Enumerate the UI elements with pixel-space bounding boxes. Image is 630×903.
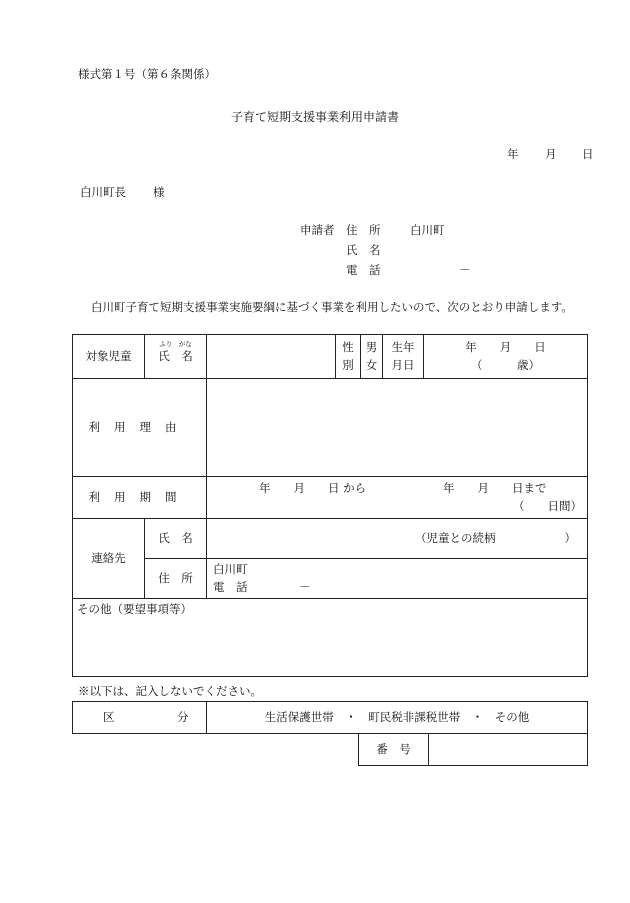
contact-name-row <box>73 519 588 559</box>
sex-options-cell[interactable] <box>361 335 383 379</box>
applicant-address-label: 住 所 <box>346 223 381 237</box>
other-label: その他（要望事項等） <box>77 602 192 616</box>
period-content <box>207 479 587 517</box>
category-options: 生活保護世帯 ・ 町民税非課税世帯 ・ その他 <box>207 702 588 734</box>
number-label: 番 号 <box>359 734 429 766</box>
application-table <box>72 334 588 677</box>
office-note: ※以下は、記入しないでください。 <box>78 684 262 698</box>
period-label: 利用期間 <box>88 489 191 504</box>
sex-label-bottom: 別 <box>342 357 354 372</box>
contact-address-row <box>73 559 588 599</box>
number-blank <box>73 734 359 766</box>
reason-input[interactable] <box>207 407 587 443</box>
addressee-honorific: 様 <box>153 185 165 199</box>
contact-phone-label: 電 話 <box>213 579 248 594</box>
period-label-cell <box>73 477 207 519</box>
other-cell[interactable] <box>73 599 588 677</box>
reason-cell[interactable] <box>207 379 588 477</box>
child-label: 対象児童 <box>73 335 145 379</box>
applicant-phone-dash: － <box>459 263 471 277</box>
sex-label-top: 性 <box>342 339 354 354</box>
child-name-label-ruby <box>158 339 193 366</box>
dob-label-bottom: 月日 <box>391 357 415 372</box>
dob-value-cell[interactable] <box>424 335 588 379</box>
sex-option-male[interactable]: 男 <box>365 339 378 354</box>
child-name-input[interactable] <box>207 349 335 363</box>
sex-label-cell <box>336 335 361 379</box>
contact-address-cell[interactable] <box>207 559 588 599</box>
page-title: 子育て短期支援事業利用申請書 <box>230 110 399 124</box>
addressee-name: 白川町長 <box>80 185 126 199</box>
category-label-cell <box>73 702 207 734</box>
applicant-name-label: 氏 名 <box>346 243 381 257</box>
reason-label-cell <box>73 379 207 477</box>
form-number: 様式第１号（第６条関係） <box>78 67 216 81</box>
contact-label: 連絡先 <box>73 519 145 599</box>
contact-name-content <box>207 520 587 558</box>
relation-text: （児童との続柄 ） <box>415 530 576 545</box>
contact-name-cell[interactable] <box>207 519 588 559</box>
other-content <box>73 599 587 675</box>
contact-address-label: 住 所 <box>145 559 207 599</box>
period-row <box>73 477 588 519</box>
contact-town: 白川町 <box>213 561 248 576</box>
dob-age: （ 歳） <box>471 357 540 372</box>
child-row <box>73 335 588 379</box>
category-label-1: 区 <box>103 709 115 724</box>
dob-label-top: 生年 <box>391 339 415 354</box>
contact-phone-dash: － <box>299 579 311 594</box>
contact-address-content <box>207 560 587 598</box>
category-label-2: 分 <box>177 709 189 724</box>
applicant-address-value: 白川町 <box>410 223 445 237</box>
number-row <box>73 734 588 766</box>
reason-label: 利用理由 <box>88 419 191 434</box>
sex-option-female[interactable]: 女 <box>365 357 378 372</box>
number-cell <box>429 734 588 766</box>
child-name-label: 氏 名 <box>158 348 193 363</box>
contact-name-label: 氏 名 <box>145 519 207 559</box>
period-cell[interactable] <box>207 477 588 519</box>
child-name-cell[interactable] <box>207 335 336 379</box>
period-to: 年 月 日まで <box>443 480 547 495</box>
furigana-label: ふり がな <box>159 339 192 348</box>
child-name-label-cell <box>145 335 207 379</box>
category-label-content <box>73 703 206 733</box>
other-row <box>73 599 588 677</box>
reason-row <box>73 379 588 477</box>
applicant-phone-label: 電 話 <box>346 263 381 277</box>
category-row <box>73 702 588 734</box>
date-month: 月 <box>545 147 557 161</box>
office-table <box>72 701 588 766</box>
applicant-label: 申請者 <box>300 223 335 237</box>
period-days: （ 日間） <box>513 498 582 513</box>
dob-label-cell <box>383 335 424 379</box>
dob-ymd: 年 月 日 <box>465 339 546 354</box>
intro-text: 白川町子育て短期支援事業実施要綱に基づく事業を利用したいので、次のとおり申請します。 <box>91 300 573 314</box>
date-day: 日 <box>582 147 594 161</box>
period-from: 年 月 日 から <box>259 480 367 495</box>
date-year: 年 <box>507 147 519 161</box>
